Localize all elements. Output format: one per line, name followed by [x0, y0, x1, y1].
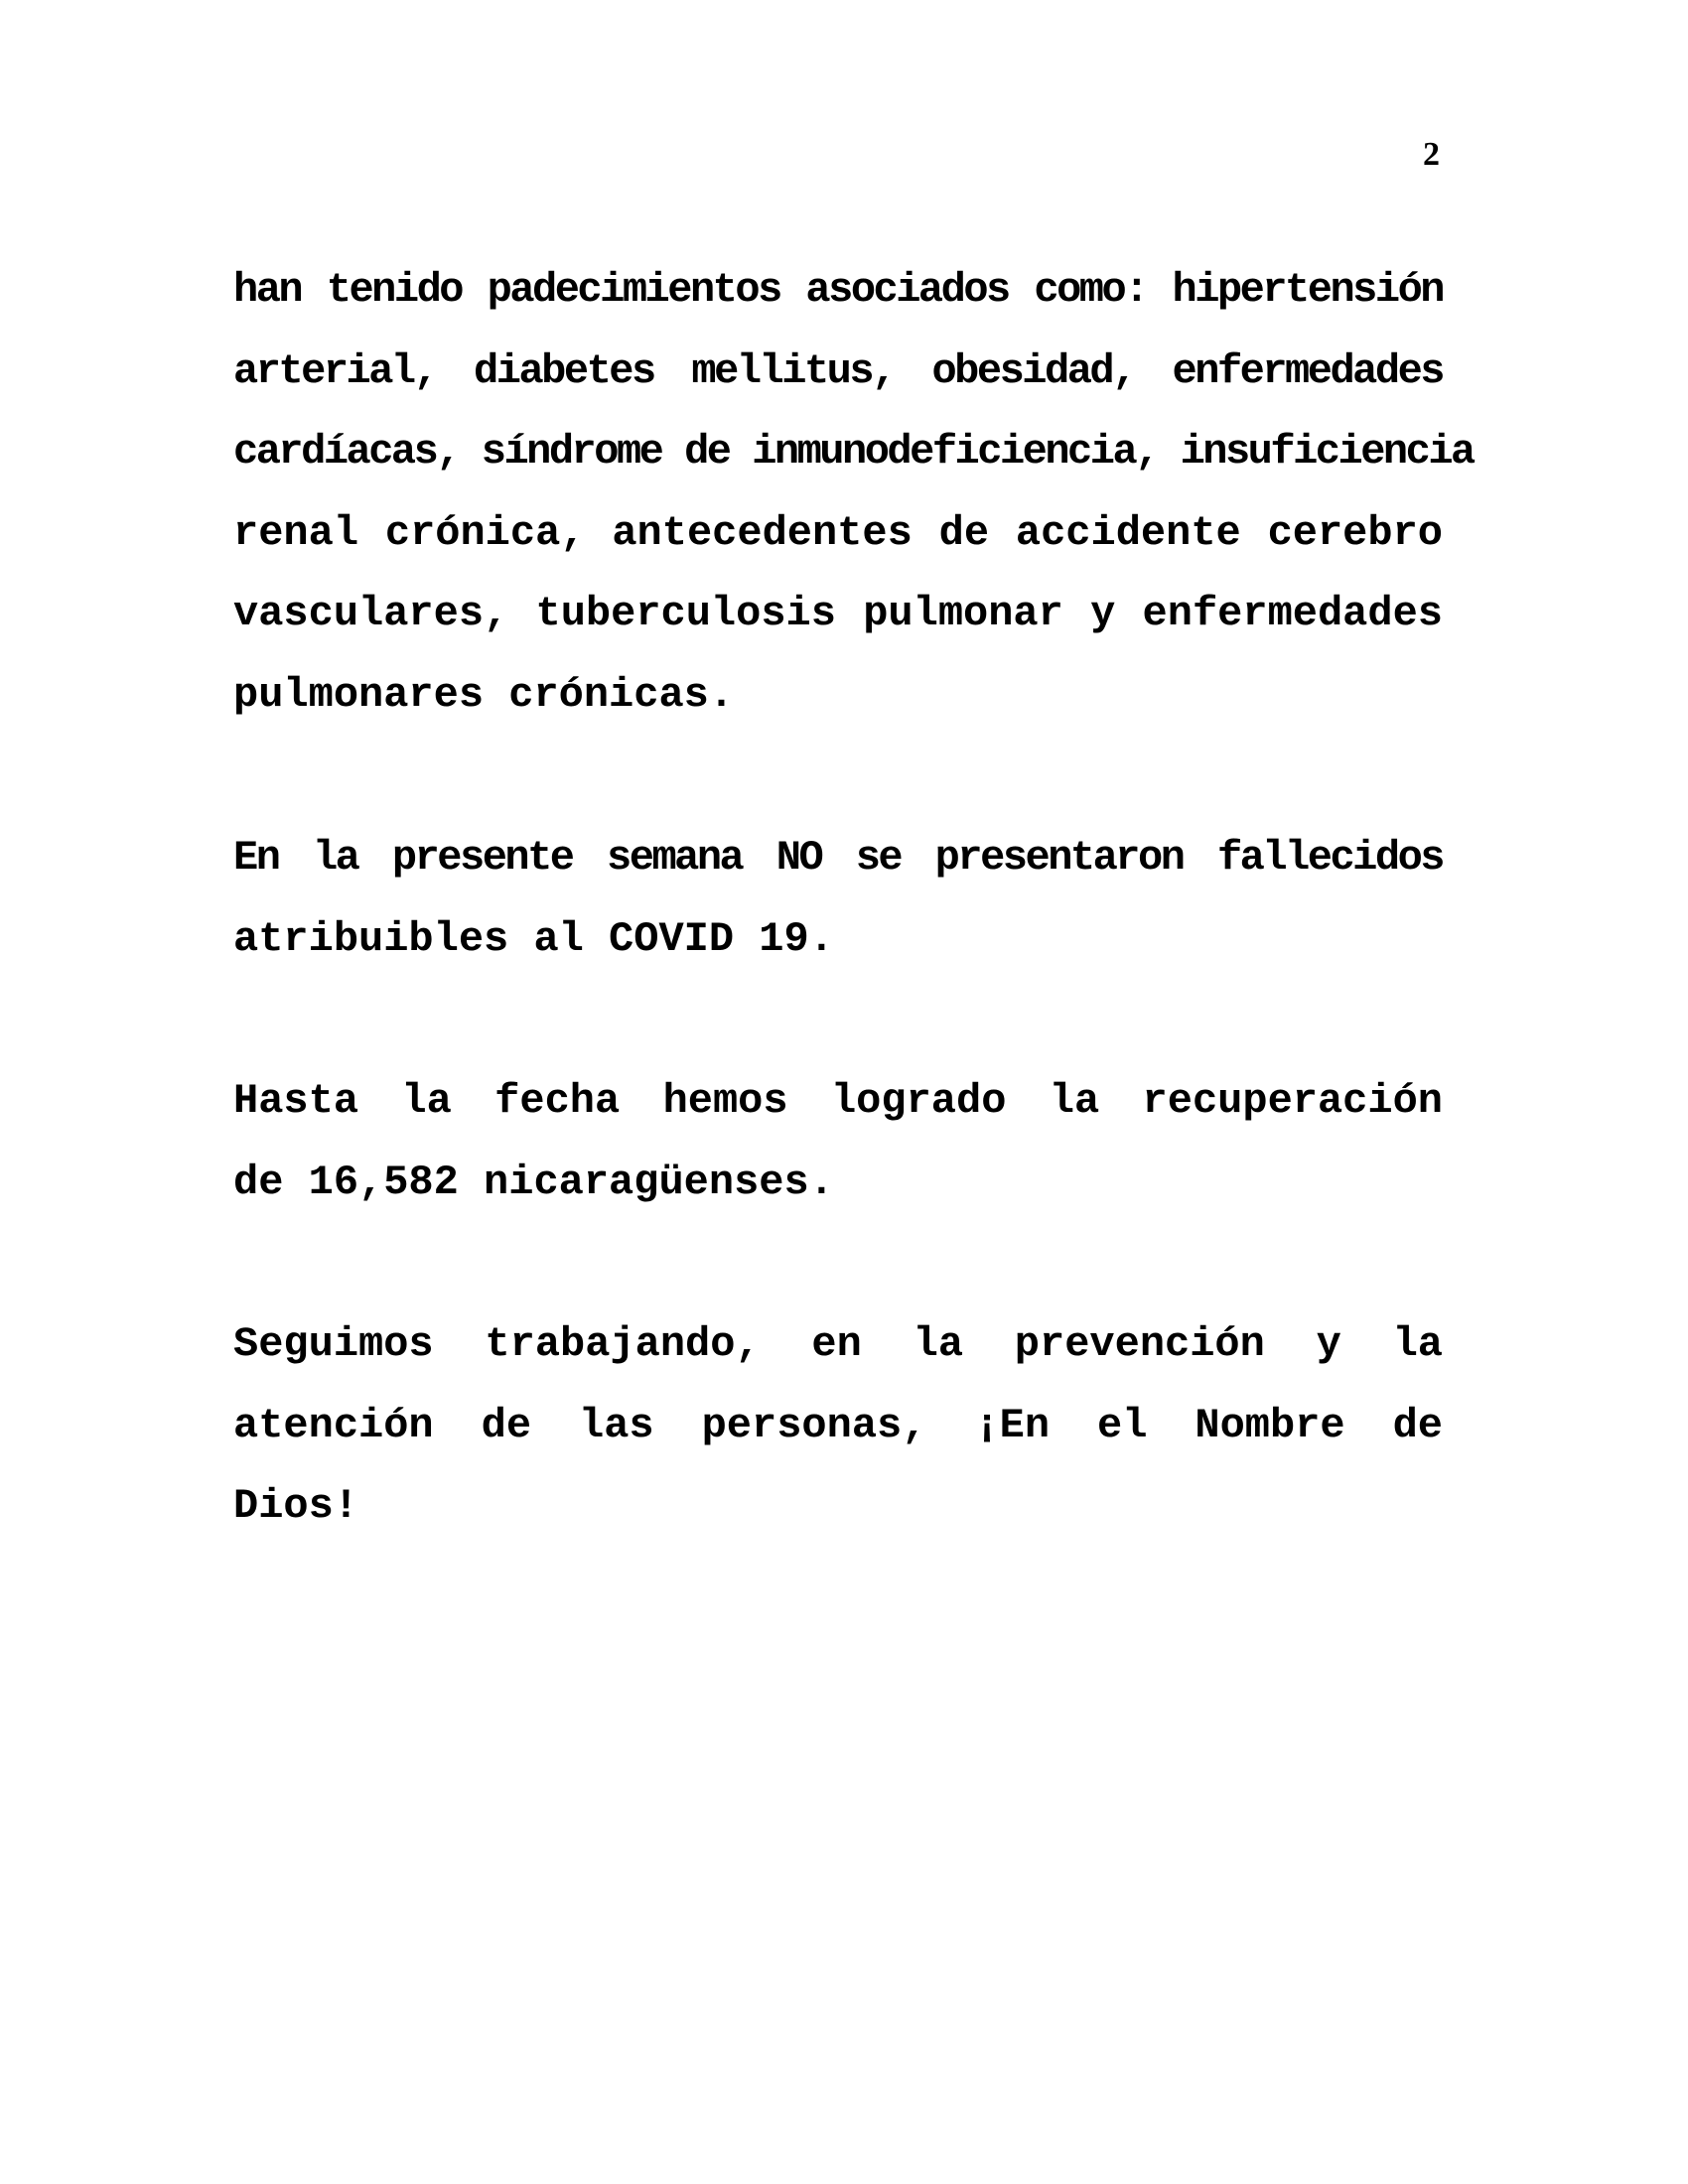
text-line: Dios!	[233, 1482, 359, 1531]
paragraph-closing	[233, 1304, 1443, 1548]
text-line: Hasta la fecha hemos logrado la recuperación	[233, 1077, 1443, 1125]
text-line: han tenido padecimientos asociados como: hipertensión	[233, 266, 1443, 314]
text-line: vasculares, tuberculosis pulmonar y enfermedades	[233, 590, 1443, 638]
page-number: 2	[1423, 136, 1440, 173]
text-line: Seguimos trabajando, en la prevención y la	[233, 1320, 1443, 1368]
text-line: pulmonares crónicas.	[233, 670, 735, 719]
text-line: arterial, diabetes mellitus, obesidad, enfermedades	[233, 346, 1443, 395]
paragraph-comorbidities	[233, 250, 1474, 737]
text-line: renal crónica, antecedentes de accidente cerebro	[233, 508, 1443, 557]
text-line: atención de las personas, ¡En el Nombre de	[233, 1401, 1443, 1449]
paragraph-recoveries	[233, 1061, 1443, 1223]
text-line: cardíacas, síndrome de inmunodeficiencia, insuficiencia	[233, 428, 1474, 477]
text-line: atribuibles al COVID 19.	[233, 914, 834, 963]
text-line: de 16,582 nicaragüenses.	[233, 1158, 834, 1206]
text-line: En la presente semana NO se presentaron fallecidos	[233, 834, 1443, 882]
paragraph-deaths	[233, 818, 1443, 980]
